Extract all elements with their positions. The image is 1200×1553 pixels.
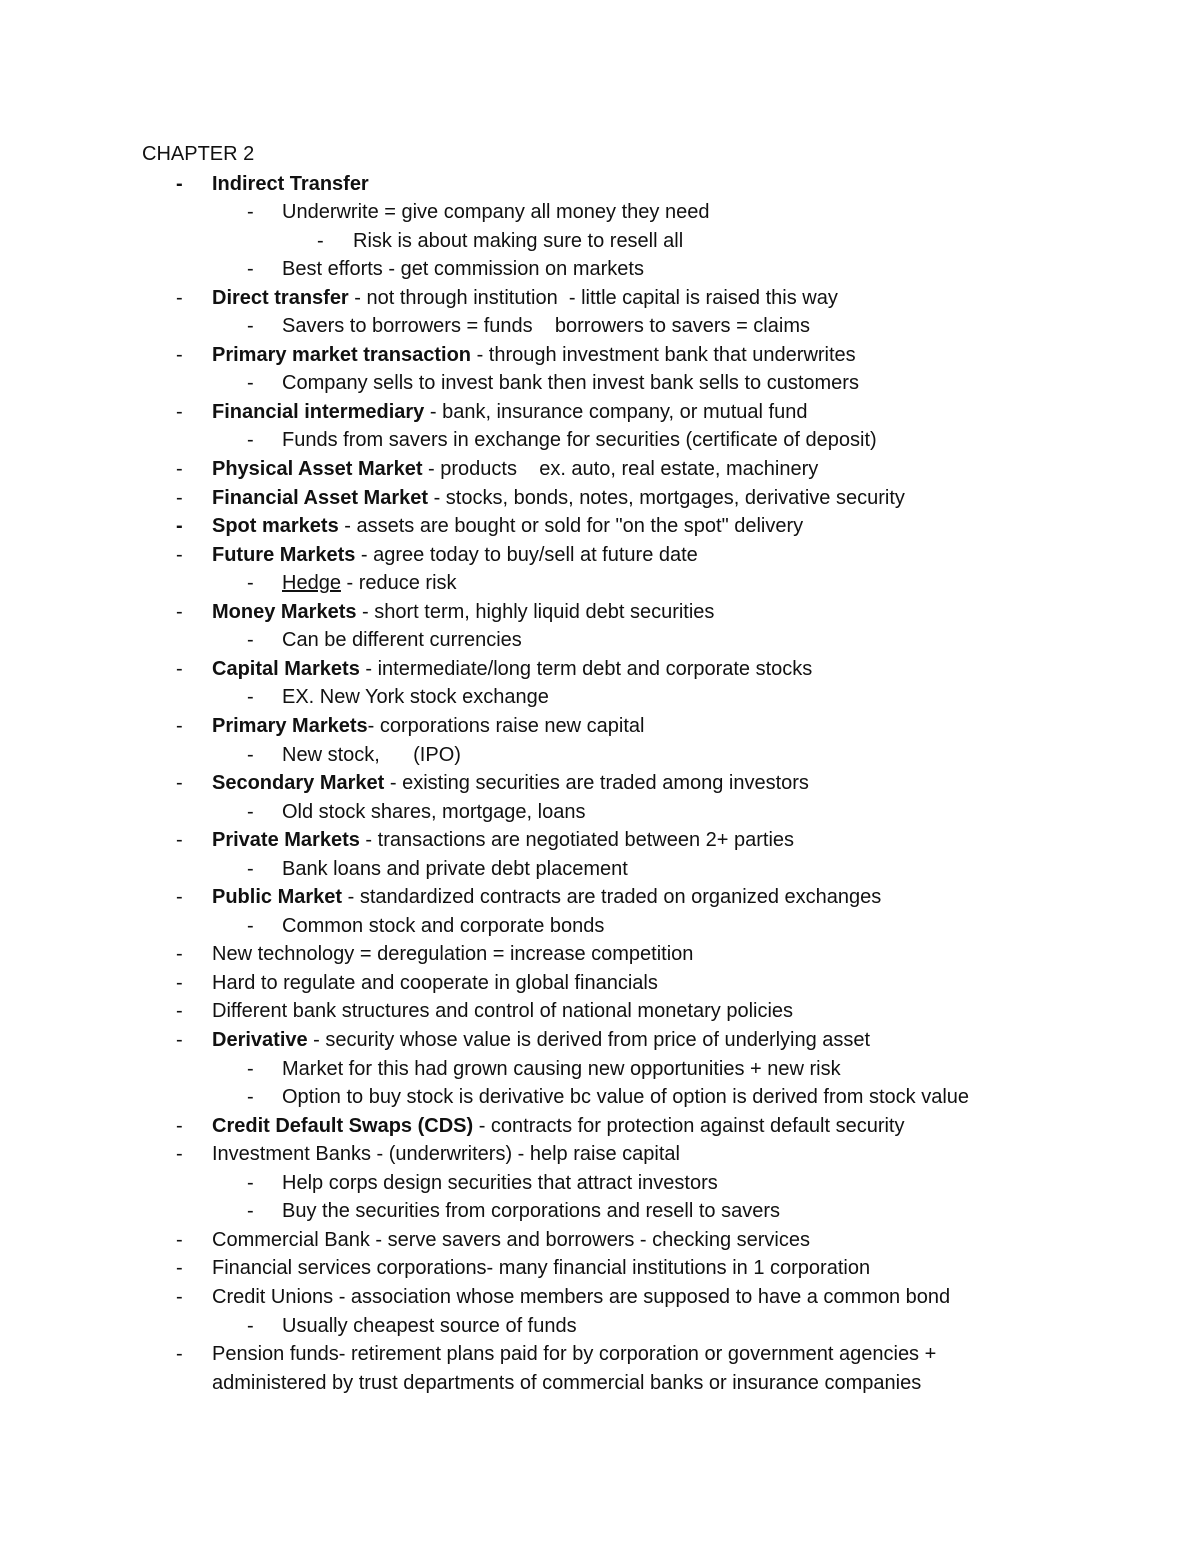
underlined-term: Hedge [282,572,341,595]
definition-text: Pension funds- retirement plans paid for by corporation or government agencies + [212,1343,937,1366]
list-item-text [282,626,522,654]
list-item-text [282,1312,577,1340]
list-item-text [282,198,709,226]
definition-text: - short term, highly liquid debt securities [356,600,715,623]
definition-text: Usually cheapest source of funds [282,1314,577,1337]
bullet-dash: - [176,286,183,309]
list-item-text [212,284,838,312]
list-item-text [212,712,644,740]
bullet-dash: - [176,1029,183,1051]
list-item-text [282,1055,841,1083]
term-label: Future Markets [212,543,356,566]
bullet-dash: - [176,1000,183,1023]
bullet-dash: - [247,1200,254,1223]
bullet-dash: - [176,486,183,509]
list-item-text [212,940,693,968]
bullet-dash: - [176,829,183,852]
definition-text: - not through institution - little capital is raised this way [348,286,838,309]
bullet-dash: - [176,515,183,538]
list-item-text [212,1140,680,1168]
definition-text: - existing securities are traded among investors [384,772,809,795]
bullet-dash: - [247,1314,254,1337]
list-item-text [282,1083,969,1111]
bullet-dash: - [247,1057,254,1080]
definition-text: Best efforts - get commission on markets [282,258,644,281]
definition-text: Credit Unions - association whose members are supposed to have a common bond [212,1285,951,1308]
bullet-dash: - [247,429,254,452]
bullet-dash: - [176,971,183,994]
bullet-dash: - [176,343,183,366]
bullet-dash: - [247,572,254,595]
list-item-text [212,826,794,854]
definition-text: - corporations raise new capital [367,714,645,737]
bullet-dash: - [247,372,254,395]
list-item-text [282,426,877,454]
bullet-dash: - [176,1143,183,1166]
bullet-dash: - [176,714,183,737]
term-label: Direct transfer [212,286,349,309]
definition-text: Financial services corporations- many financial institutions in 1 corporation [212,1257,871,1280]
list-item-text [212,655,812,683]
bullet-dash: - [247,1171,254,1194]
definition-text: - standardized contracts are traded on organized exchanges [342,886,882,909]
bullet-dash: - [247,800,254,823]
term-label: Financial intermediary [212,400,425,423]
term-label: Public Market [212,886,343,909]
list-item-text [282,798,585,826]
list-item-text [212,455,818,483]
list-item-text [212,997,793,1025]
bullet-dash: - [176,657,183,680]
definition-text: Savers to borrowers = funds borrowers to savers = claims [282,315,810,338]
definition-text: - stocks, bonds, notes, mortgages, derivative security [428,486,905,509]
list-item-text [212,398,807,426]
bullet-dash: - [176,543,183,566]
list-item-text [282,369,859,397]
list-item-text [282,312,810,340]
definition-text: Hard to regulate and cooperate in global financials [212,971,658,994]
definition-text: - products ex. auto, real estate, machinery [422,458,819,480]
definition-text: Funds from savers in exchange for securities (certificate of deposit) [282,429,877,452]
term-label: Derivative [212,1029,308,1051]
list-item-text [212,1340,936,1368]
bullet-dash: - [247,629,254,652]
bullet-dash: - [247,315,254,338]
definition-text: - security whose value is derived from price of underlying asset [307,1029,871,1051]
bullet-dash: - [247,857,254,880]
list-item-text [212,341,856,369]
bullet-dash: - [176,1285,183,1308]
bullet-dash: - [176,458,183,480]
bullet-dash: - [176,172,183,195]
definition-text: - agree today to buy/sell at future date [355,543,698,566]
definition-text: Help corps design securities that attract investors [282,1171,718,1194]
list-item-text [212,1226,810,1254]
definition-text: - transactions are negotiated between 2+ parties [359,829,795,852]
definition-text: Bank loans and private debt placement [282,857,628,880]
list-item-text [212,484,905,512]
list-item-text [282,741,461,769]
bullet-dash: - [247,201,254,224]
list-item-text [212,170,369,198]
term-label: Secondary Market [212,772,385,795]
term-label: Primary market transaction [212,343,472,366]
bullet-dash: - [247,686,254,709]
list-item-text [282,683,549,711]
list-item-text [353,227,683,255]
definition-text: - through investment bank that underwrites [471,343,856,366]
bullet-dash: - [176,400,183,423]
term-label: Capital Markets [212,657,360,680]
definition-text: - reduce risk [340,572,457,595]
definition-text: - intermediate/long term debt and corporate stocks [359,657,813,680]
definition-text: Investment Banks - (underwriters) - help raise capital [212,1143,680,1166]
bullet-dash: - [176,943,183,966]
list-item-text [212,883,881,911]
list-item-text [212,1026,870,1054]
definition-text: Different bank structures and control of national monetary policies [212,1000,794,1023]
list-item-text [282,912,604,940]
definition-text: New technology = deregulation = increase competition [212,943,694,966]
bullet-dash: - [176,1257,183,1280]
definition-text: Common stock and corporate bonds [282,914,605,937]
list-item-text [212,541,698,569]
definition-text: New stock, (IPO) [282,743,461,766]
bullet-dash: - [176,600,183,623]
bullet-dash: - [176,886,183,909]
term-label: Money Markets [212,600,357,623]
bullet-dash: - [247,743,254,766]
definition-text: EX. New York stock exchange [282,686,549,709]
definition-text: Market for this had grown causing new opportunities + new risk [282,1057,841,1080]
list-item-text [212,1112,904,1140]
definition-text: Company sells to invest bank then invest bank sells to customers [282,372,859,395]
list-item-text [282,855,628,883]
definition-text: Commercial Bank - serve savers and borrowers - checking services [212,1228,810,1251]
list-item-text [212,769,809,797]
list-item-text [282,569,457,597]
term-label: Private Markets [212,829,360,852]
bullet-dash: - [176,1114,183,1137]
term-label: Credit Default Swaps (CDS) [212,1114,474,1137]
term-label: Financial Asset Market [212,486,429,509]
bullet-dash: - [176,772,183,795]
list-item-text [282,1197,780,1225]
bullet-dash: - [247,258,254,281]
list-item-text [212,512,803,540]
term-label: Spot markets [212,515,339,538]
definition-text: administered by trust departments of commercial banks or insurance companies [212,1371,922,1394]
list-item-text [282,1169,718,1197]
definition-text: - assets are bought or sold for "on the spot" delivery [338,515,804,538]
list-item-text [212,1369,921,1397]
definition-text: Buy the securities from corporations and resell to savers [282,1200,780,1223]
bullet-dash: - [176,1343,183,1366]
term-label: Indirect Transfer [212,172,369,195]
chapter-title: CHAPTER 2 [142,143,255,165]
definition-text: Underwrite = give company all money they need [282,201,710,224]
bullet-dash: - [247,1086,254,1109]
list-item-text [212,1254,870,1282]
definition-text: Risk is about making sure to resell all [353,229,684,252]
bullet-dash: - [247,914,254,937]
list-item-text [282,255,644,283]
definition-text: - contracts for protection against default security [473,1114,905,1137]
term-label: Physical Asset Market [212,458,423,480]
list-item-text [212,598,714,626]
definition-text: - bank, insurance company, or mutual fund [424,400,808,423]
definition-text: Option to buy stock is derivative bc value of option is derived from stock value [282,1086,970,1109]
list-item-text [212,969,658,997]
term-label: Primary Markets [212,714,368,737]
definition-text: Can be different currencies [282,629,522,652]
bullet-dash: - [317,229,324,252]
list-item-text [212,1283,950,1311]
definition-text: Old stock shares, mortgage, loans [282,800,586,823]
bullet-dash: - [176,1228,183,1251]
